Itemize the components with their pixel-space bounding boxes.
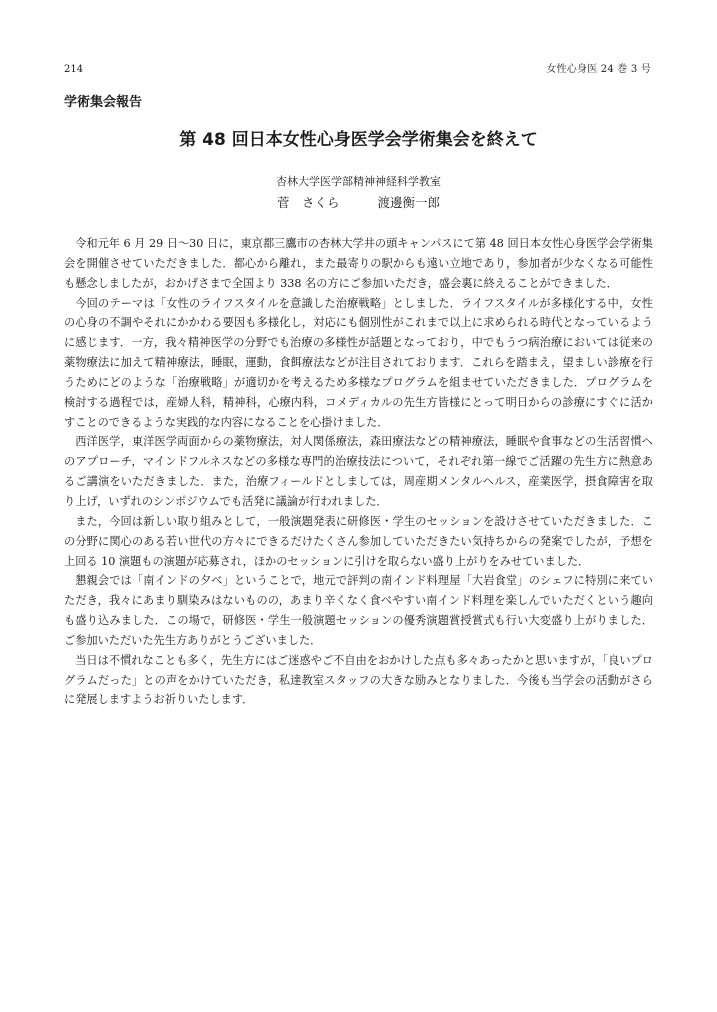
article-body	[64, 234, 653, 710]
body-paragraph: また，今回は新しい取り組みとして，一般演題発表に研修医・学生のセッションを設けさせていただきました．この分野に関心のある若い世代の方々にできるだけたくさん参加していただきたい気持ちからの発案でしたが，予想を上回る 10 演題もの演題が応募され，ほかのセッションに引けを取らない盛り上がりをみせていました．	[64, 514, 653, 568]
body-paragraph: 西洋医学，東洋医学両面からの薬物療法，対人関係療法，森田療法などの精神療法，睡眠や食事などの生活習慣へのアプローチ，マインドフルネスなどの多様な専門的治療技法について，それぞれ第一線でご活躍の先生方に熱意あるご講演をいただきました．また，治療フィールドとしましては，周産期メンタルヘルス，産業医学，摂食障害を取り上げ，いずれのシンポジウムでも活発に議論が行われました．	[64, 435, 653, 508]
author-list	[0, 195, 717, 211]
body-paragraph: 令和元年 6 月 29 日～30 日に，東京都三鷹市の杏林大学井の頭キャンパスにて第 48 回日本女性心身医学会学術集会を開催させていただきました．都心から離れ，また最寄りの駅からも遠い立地であり，参加者が少なくなる可能性も懸念しましたが，おかげさまで全国より 338 名の方にご参加いただき，盛会裏に終えることができました．	[64, 237, 653, 290]
section-label: 学術集会報告	[64, 95, 143, 110]
article-title: 第 48 回日本女性心身医学会学術集会を終えて	[179, 130, 538, 150]
body-paragraph: 今回のテーマは「女性のライフスタイルを意識した治療戦略」としました．ライフスタイルが多様化する中，女性の心身の不調やそれにかかわる要因も多様化し，対応にも個別性がこれまで以上に求められる時代となっているように感じます．一方，我々精神医学の分野でも治療の多様性が話題となっており，中でもうつ病治療においては従来の薬物療法に加えて精神療法，睡眠，運動，食餌療法などが注目されております．これらを踏まえ，望ましい診療を行うためにどのような「治療戦略」が適切かを考えるため多様なプログラムを組ませていただきました．プログラムを検討する過程では，産婦人科，精神科，心療内科，コメディカルの先生方皆様にとって明日からの診療にすぐに活かすことのできるような実践的な内容になることを心掛けました．	[64, 296, 653, 429]
journal-running-head: 女性心身医 24 巻 3 号	[546, 64, 651, 75]
author-name: 渡邊衡一郎	[377, 195, 441, 210]
page-number: 214	[64, 64, 84, 75]
body-paragraph: 当日は不慣れなことも多く，先生方にはご迷惑やご不自由をおかけした点も多々あったかと思いますが，「良いプログラムだった」との声をかけていただき，私達教室スタッフの大きな励みとなりました．今後も当学会の活動がさらに発展しますようお祈りいたします．	[64, 653, 653, 707]
body-paragraph: 懇親会では「南インドの夕べ」ということで，地元で評判の南インド料理屋「大岩食堂」のシェフに特別に来ていただき，我々にあまり馴染みはないものの，あまり辛くなく食べやすい南インド料理を楽しんでいただくという趣向も盛り込みました．この場で，研修医・学生一般演題セッションの優秀演題賞授賞式も行い大変盛り上がりました．ご参加いただいた先生方ありがとうございました．	[64, 574, 653, 647]
author-name: 菅 さくら	[276, 195, 340, 210]
author-affiliation: 杏林大学医学部精神神経科学教室	[276, 175, 441, 188]
